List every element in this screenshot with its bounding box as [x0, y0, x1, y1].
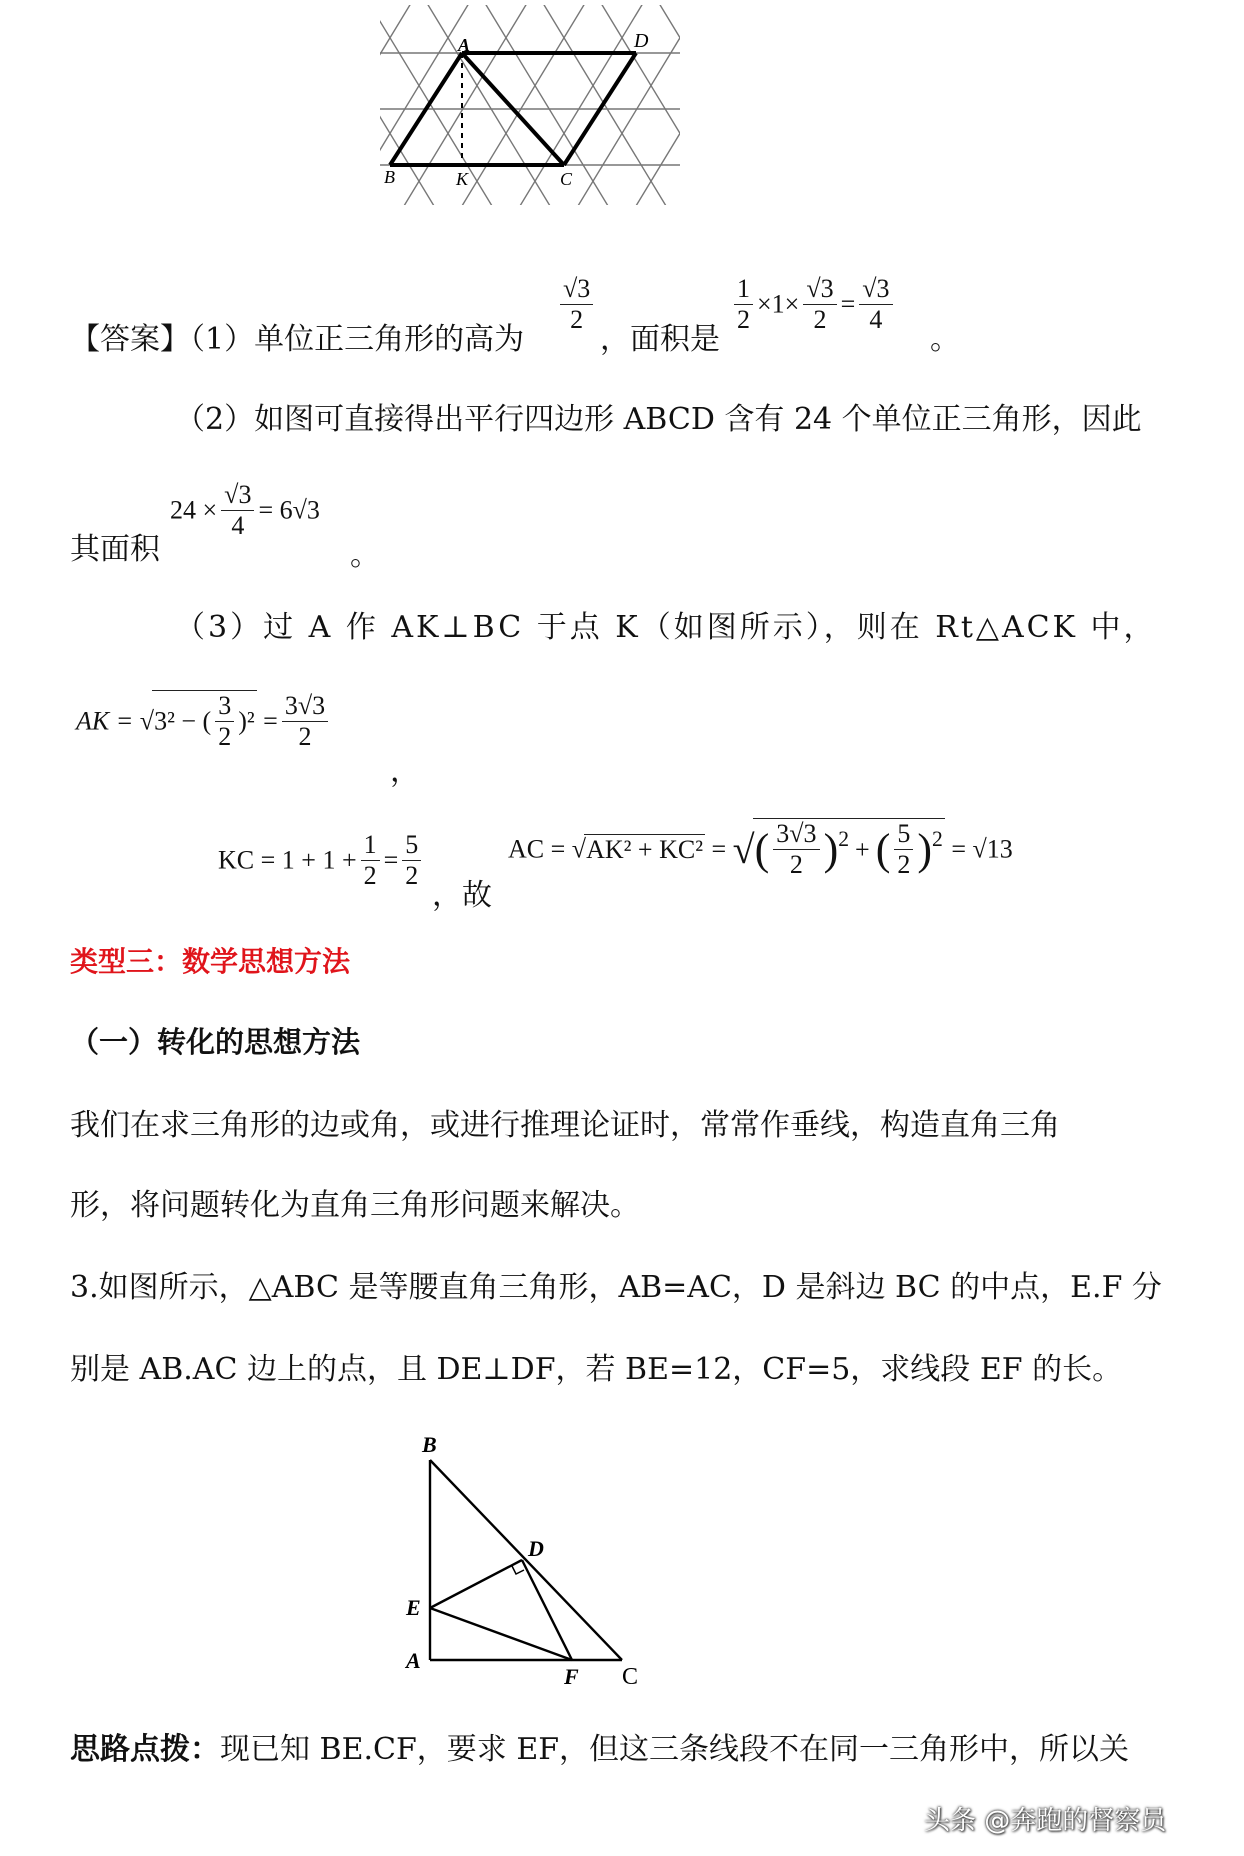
area-total-result: = 6√3 [258, 495, 320, 525]
answer-part-3: （3）过 A 作 AK⊥BC 于点 K（如图所示），则在 Rt△ACK 中， [175, 610, 1157, 645]
area-times: ×1× [757, 289, 800, 319]
ac-n1: 3√3 [773, 819, 819, 850]
area-total-lead: 24 × [170, 495, 218, 525]
ak-num: 3√3 [282, 691, 328, 722]
ac-result: = √13 [951, 834, 1013, 864]
ac-n2: 5 [894, 819, 913, 850]
ac-d1: 2 [789, 850, 803, 879]
area-formula [730, 274, 897, 335]
answer-2-prefix: 其面积 [70, 532, 160, 567]
label-d: D [634, 30, 649, 52]
para1-line1: 我们在求三角形的边或角，或进行推理论证时，常常作垂线，构造直角三角 [70, 1108, 1060, 1143]
kc-num1: 1 [361, 830, 380, 861]
kc-lead: KC = 1 + 1 + [218, 845, 357, 875]
ac-lead: AC = [508, 834, 566, 864]
label-d2: D [528, 1536, 544, 1561]
ak-rad-num: 3 [215, 691, 234, 722]
hint-label: 思路点拨： [70, 1732, 220, 1767]
answer-1-mid: ，面积是 [600, 322, 720, 357]
label-a: A [458, 35, 471, 55]
ak-rad-b: )² [238, 706, 255, 736]
ak-eq: = [263, 706, 278, 736]
right-angle-mark [512, 1566, 524, 1574]
area-f3-den: 4 [869, 305, 883, 334]
ac-radicand-2: ( $\frac{3√3}{2}$ )$^2$ + ( $\frac{5}{2}$ )$^2$ [754, 819, 943, 879]
kc-den1: 2 [363, 861, 377, 890]
area-total-num: √3 [221, 480, 254, 511]
label-b: B [384, 167, 395, 187]
triangle-abc-figure [400, 1430, 660, 1690]
answer-tag: 【答案】 [70, 322, 190, 357]
kc-den2: 2 [405, 861, 419, 890]
height-fraction [560, 274, 593, 335]
label-a2: A [406, 1648, 421, 1673]
triangle-lines [430, 1460, 622, 1660]
ak-formula: AK = √3² − ( $\frac{3}{2}$ )² = $\frac{3√3}{2}$ [76, 690, 332, 752]
answer-1-prefix: （1）单位正三角形的高为 [190, 322, 525, 357]
area-total-den: 4 [231, 511, 245, 540]
answer-part-2: （2）如图可直接得出平行四边形 ABCD 含有 24 个单位正三角形，因此 [175, 402, 1142, 437]
ac-formula: AC = √AK² + KC² = √( $\frac{3√3}{2}$ )$^2$ + ( $\frac{5}{2}$ )$^2$ = √13 [508, 819, 1013, 879]
type-heading: 类型三：数学思想方法 [70, 945, 351, 978]
area-eq: = [840, 289, 856, 319]
ac-radicand-1: AK² + KC² [586, 835, 703, 864]
label-c: C [560, 169, 573, 189]
kc-num2: 5 [402, 830, 421, 861]
ak-rad-a: 3² − ( [154, 706, 212, 736]
ak-radicand [152, 690, 257, 752]
area-f3-num: √3 [859, 274, 892, 305]
height-num: √3 [560, 274, 593, 305]
area-total-formula [170, 480, 320, 541]
ak-rad-den: 2 [218, 722, 232, 751]
area-f1-den: 2 [737, 305, 750, 334]
triangle-grid-figure [380, 5, 680, 205]
area-f1-num: 1 [734, 274, 753, 305]
hint-line [70, 1730, 1129, 1770]
parallelogram-abcd [390, 53, 636, 165]
label-f2: F [564, 1664, 579, 1689]
ac-plus: + [855, 834, 870, 864]
ac-eq: = [711, 834, 727, 864]
answer-part-1 [70, 320, 524, 360]
answer-2-end: 。 [350, 538, 380, 573]
hint-text: 现已知 BE.CF，要求 EF，但这三条线段不在同一三角形中，所以关 [220, 1732, 1130, 1767]
question-3-line1: 3.如图所示，△ABC 是等腰直角三角形，AB=AC，D 是斜边 BC 的中点，E.F 分 [70, 1270, 1162, 1305]
sub-heading: （一）转化的思想方法 [70, 1025, 361, 1059]
question-3-line2: 别是 AB.AC 边上的点，且 DE⊥DF，若 BE=12，CF=5，求线段 EF 的长。 [70, 1352, 1123, 1387]
ak-den: 2 [298, 722, 312, 751]
ac-d2: 2 [897, 850, 911, 879]
watermark: 头条 @奔跑的督察员 [924, 1806, 1167, 1836]
kc-end: ，故 [432, 878, 492, 913]
area-f2-den: 2 [813, 305, 827, 334]
kc-formula [218, 830, 425, 891]
answer-1-end: 。 [930, 322, 960, 357]
height-den: 2 [570, 305, 584, 334]
kc-eq: = [383, 845, 399, 875]
ak-lead: AK = [76, 706, 134, 736]
label-b2: B [422, 1432, 437, 1457]
label-c2: C [622, 1664, 639, 1690]
para1-line2: 形，将问题转化为直角三角形问题来解决。 [70, 1188, 640, 1223]
area-f2-num: √3 [803, 274, 836, 305]
label-k: K [456, 169, 469, 189]
label-e2: E [406, 1595, 421, 1620]
ak-end: ， [390, 754, 420, 789]
